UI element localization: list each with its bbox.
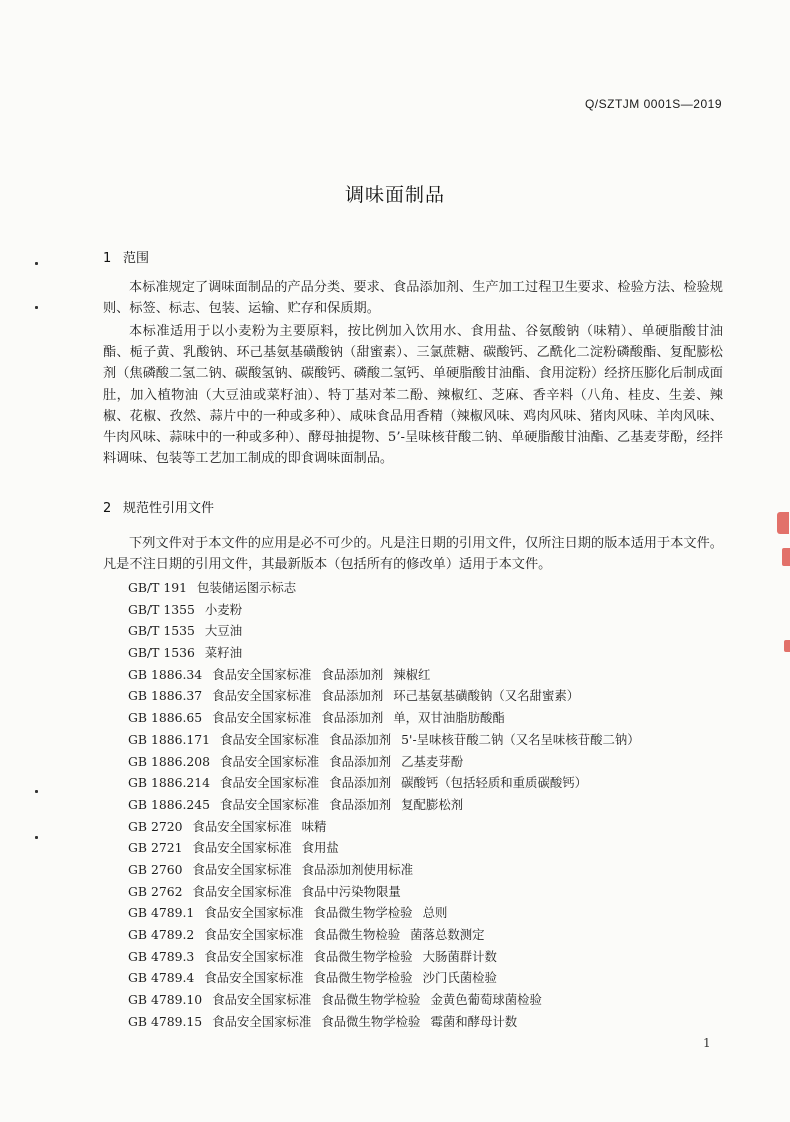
reference-code: GB 2760 — [128, 861, 183, 877]
standard-code: Q/SZTJM 0001S—2019 — [584, 97, 722, 111]
reference-title-3: 总则 — [422, 905, 448, 921]
reference-title-3: 乙基麦芽酚 — [401, 753, 464, 769]
reference-title-2: 食品微生物学检验 — [313, 905, 413, 921]
reference-title-1: 食品安全国家标准 — [204, 927, 304, 942]
reference-code: GB/T 1355 — [128, 601, 195, 617]
reference-code: GB 4789.3 — [128, 948, 195, 964]
reference-code: GB 4789.10 — [128, 992, 203, 1008]
reference-item — [128, 685, 640, 707]
reference-code: GB 2762 — [128, 883, 183, 899]
reference-title-1: 食品安全国家标准 — [212, 666, 312, 682]
reference-title-3: 沙门氏菌检验 — [422, 970, 497, 986]
reference-title-3: 霉菌和酵母计数 — [430, 1013, 518, 1029]
section-number: 1 — [103, 251, 112, 266]
reference-item — [128, 1011, 640, 1033]
reference-item — [128, 772, 640, 794]
reference-title-1: 食品安全国家标准 — [204, 948, 304, 964]
reference-title-3: 大肠菌群计数 — [422, 948, 497, 964]
scope-paragraph-2: 本标准适用于以小麦粉为主要原料，按比例加入饮用水、食用盐、谷氨酸钠（味精）、单硬脂酸甘油酯、栀子黄、乳酸钠、环己基氨基磺酸钠（甜蜜素）、三氯蔗糖、碳酸钙、乙酰化二淀粉磷酸酯、复配膨松剂（焦磷酸二氢二钠、碳酸氢钠、碳酸钙、磷酸二氢钙、单硬脂酸甘油酯、食用淀粉）经挤压膨化后制成面肚，加入植物油（大豆油或菜籽油）、特丁基对苯二酚、辣椒红、芝麻、香辛料（八角、桂皮、生姜、辣椒、花椒、孜然、蒜片中的一种或多种）、咸味食品用香精（辣椒风味、鸡肉风味、猪肉风味、羊肉风味、牛肉风味、蒜味中的一种或多种）、酵母抽提物、5’-呈味核苷酸二钠、单硬脂酸甘油酯、乙基麦芽酚，经拌料调味、包装等工艺加工制成的即食调味面制品。 — [103, 324, 723, 467]
reference-code: GB 1886.208 — [128, 753, 211, 769]
reference-title-2: 食品微生物检验 — [313, 927, 401, 942]
section-title: 范围 — [123, 251, 150, 266]
reference-code: GB 4789.15 — [128, 1013, 203, 1029]
reference-code: GB/T 1535 — [128, 623, 195, 639]
reference-title-1: 食品安全国家标准 — [192, 818, 292, 834]
reference-title-1: 食品安全国家标准 — [220, 775, 320, 791]
reference-title-1: 食品安全国家标准 — [220, 796, 320, 812]
reference-title-1: 菜籽油 — [204, 645, 243, 661]
reference-title-1: 食品安全国家标准 — [212, 688, 312, 704]
reference-title-3: 金黄色葡萄球菌检验 — [430, 992, 542, 1008]
reference-title-1: 食品安全国家标准 — [204, 905, 304, 921]
reference-title-2: 食品微生物学检验 — [321, 992, 421, 1008]
reference-item — [128, 794, 640, 816]
references-intro: 下列文件对于本文件的应用是必不可少的。凡是注日期的引用文件，仅所注日期的版本适用于本文件。凡是不注日期的引用文件，其最新版本（包括所有的修改单）适用于本文件。 — [103, 536, 723, 573]
scan-dot — [35, 262, 38, 265]
reference-code: GB 1886.37 — [128, 688, 203, 704]
reference-code: GB 4789.1 — [128, 905, 195, 921]
reference-item — [128, 751, 640, 773]
reference-title-1: 食品安全国家标准 — [212, 1013, 312, 1029]
section-heading-references — [103, 497, 214, 516]
reference-item — [128, 902, 640, 924]
reference-title-2: 食品中污染物限量 — [301, 883, 401, 899]
reference-title-1: 食品安全国家标准 — [220, 753, 320, 769]
reference-title-2: 食品添加剂 — [329, 731, 392, 747]
reference-item — [128, 859, 640, 881]
reference-item — [128, 642, 640, 664]
reference-title-2: 食品微生物学检验 — [321, 1013, 421, 1029]
reference-title-1: 食品安全国家标准 — [192, 861, 292, 877]
reference-code: GB/T 1536 — [128, 645, 195, 661]
reference-title-2: 食品添加剂 — [329, 796, 392, 812]
reference-title-1: 小麦粉 — [204, 601, 243, 617]
reference-title-2: 食品微生物学检验 — [313, 970, 413, 986]
scan-dot — [35, 306, 38, 309]
scope-paragraph-1: 本标准规定了调味面制品的产品分类、要求、食品添加剂、生产加工过程卫生要求、检验方法、检验规则、标签、标志、包装、运输、贮存和保质期。 — [103, 280, 723, 317]
reference-code: GB 1886.245 — [128, 796, 211, 812]
reference-title-3: 复配膨松剂 — [401, 796, 464, 812]
reference-item — [128, 967, 640, 989]
reference-item — [128, 924, 640, 946]
reference-title-2: 食品添加剂 — [321, 710, 384, 726]
reference-title-1: 食品安全国家标准 — [192, 840, 292, 856]
scan-dot — [35, 790, 38, 793]
stamp-fragment — [784, 640, 790, 652]
reference-title-1: 食品安全国家标准 — [220, 731, 320, 747]
reference-title-2: 食品添加剂 — [329, 775, 392, 791]
reference-title-1: 食品安全国家标准 — [212, 992, 312, 1008]
section-number: 2 — [103, 501, 112, 516]
page-title: 调味面制品 — [344, 184, 445, 206]
reference-title-2: 食品添加剂 — [329, 753, 392, 769]
reference-code: GB 1886.214 — [128, 775, 211, 791]
reference-item — [128, 816, 640, 838]
reference-title-3: 5'-呈味核苷酸二钠（又名呈味核苷酸二钠） — [401, 731, 640, 747]
reference-code: GB 1886.171 — [128, 731, 211, 747]
reference-code: GB 4789.4 — [128, 970, 195, 986]
reference-title-1: 大豆油 — [204, 623, 243, 639]
stamp-fragment — [777, 512, 789, 534]
reference-item — [128, 837, 640, 859]
scan-dot — [35, 836, 38, 839]
reference-item — [128, 664, 640, 686]
reference-item — [128, 946, 640, 968]
reference-item — [128, 881, 640, 903]
reference-code: GB 4789.2 — [128, 927, 195, 942]
reference-item — [128, 620, 640, 642]
reference-title-3: 菌落总数测定 — [410, 927, 485, 942]
page-number: 1 — [703, 1036, 711, 1050]
reference-title-2: 食品添加剂使用标准 — [301, 861, 414, 877]
reference-item — [128, 577, 640, 599]
section-heading-scope — [103, 247, 149, 266]
reference-title-3: 环己基氨基磺酸钠（又名甜蜜素） — [393, 688, 580, 704]
reference-title-2: 食用盐 — [301, 840, 339, 856]
reference-title-2: 味精 — [301, 818, 327, 834]
reference-item — [128, 989, 640, 1011]
reference-title-2: 食品添加剂 — [321, 688, 384, 704]
reference-code: GB 1886.65 — [128, 710, 203, 726]
reference-code: GB/T 191 — [128, 580, 188, 595]
reference-code: GB 2721 — [128, 840, 183, 856]
section-title: 规范性引用文件 — [123, 501, 215, 516]
reference-title-1: 包装储运图示标志 — [197, 580, 297, 595]
reference-title-2: 食品添加剂 — [321, 666, 384, 682]
reference-item — [128, 729, 640, 751]
reference-item — [128, 707, 640, 729]
reference-title-1: 食品安全国家标准 — [212, 710, 312, 726]
stamp-fragment — [782, 548, 790, 566]
reference-list — [128, 577, 640, 1032]
reference-title-1: 食品安全国家标准 — [204, 970, 304, 986]
reference-code: GB 2720 — [128, 818, 183, 834]
reference-title-3: 碳酸钙（包括轻质和重质碳酸钙） — [401, 775, 588, 791]
reference-item — [128, 599, 640, 621]
reference-title-3: 辣椒红 — [393, 666, 431, 682]
reference-code: GB 1886.34 — [128, 666, 203, 682]
reference-title-2: 食品微生物学检验 — [313, 948, 413, 964]
reference-title-1: 食品安全国家标准 — [192, 883, 292, 899]
reference-title-3: 单，双甘油脂肪酸酯 — [393, 710, 505, 726]
